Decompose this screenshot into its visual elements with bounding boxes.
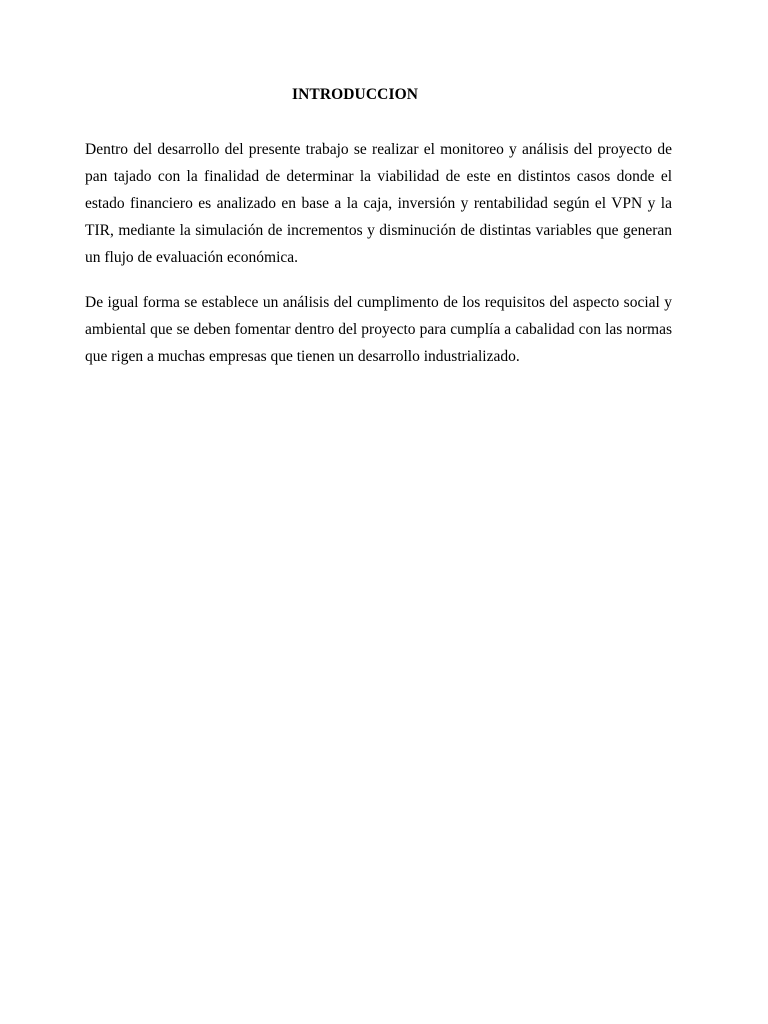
paragraph-2: De igual forma se establece un análisis del cumplimento de los requisitos del aspecto social y ambiental que se deben fomentar dentro del proyecto para cumplía a cabalidad con las normas que rigen a muchas empresas que tienen un desarrollo industrializado. xyxy=(85,294,672,365)
document-body xyxy=(85,136,672,388)
paragraph-1: Dentro del desarrollo del presente trabajo se realizar el monitoreo y análisis del proyecto de pan tajado con la finalidad de determinar la viabilidad de este en distintos casos donde el estado financiero es analizado en base a la caja, inversión y rentabilidad según el VPN y la TIR, mediante la simulación de incrementos y disminución de distintas variables que generan un flujo de evaluación económica. xyxy=(85,141,672,266)
page-title: INTRODUCCION xyxy=(291,86,419,103)
